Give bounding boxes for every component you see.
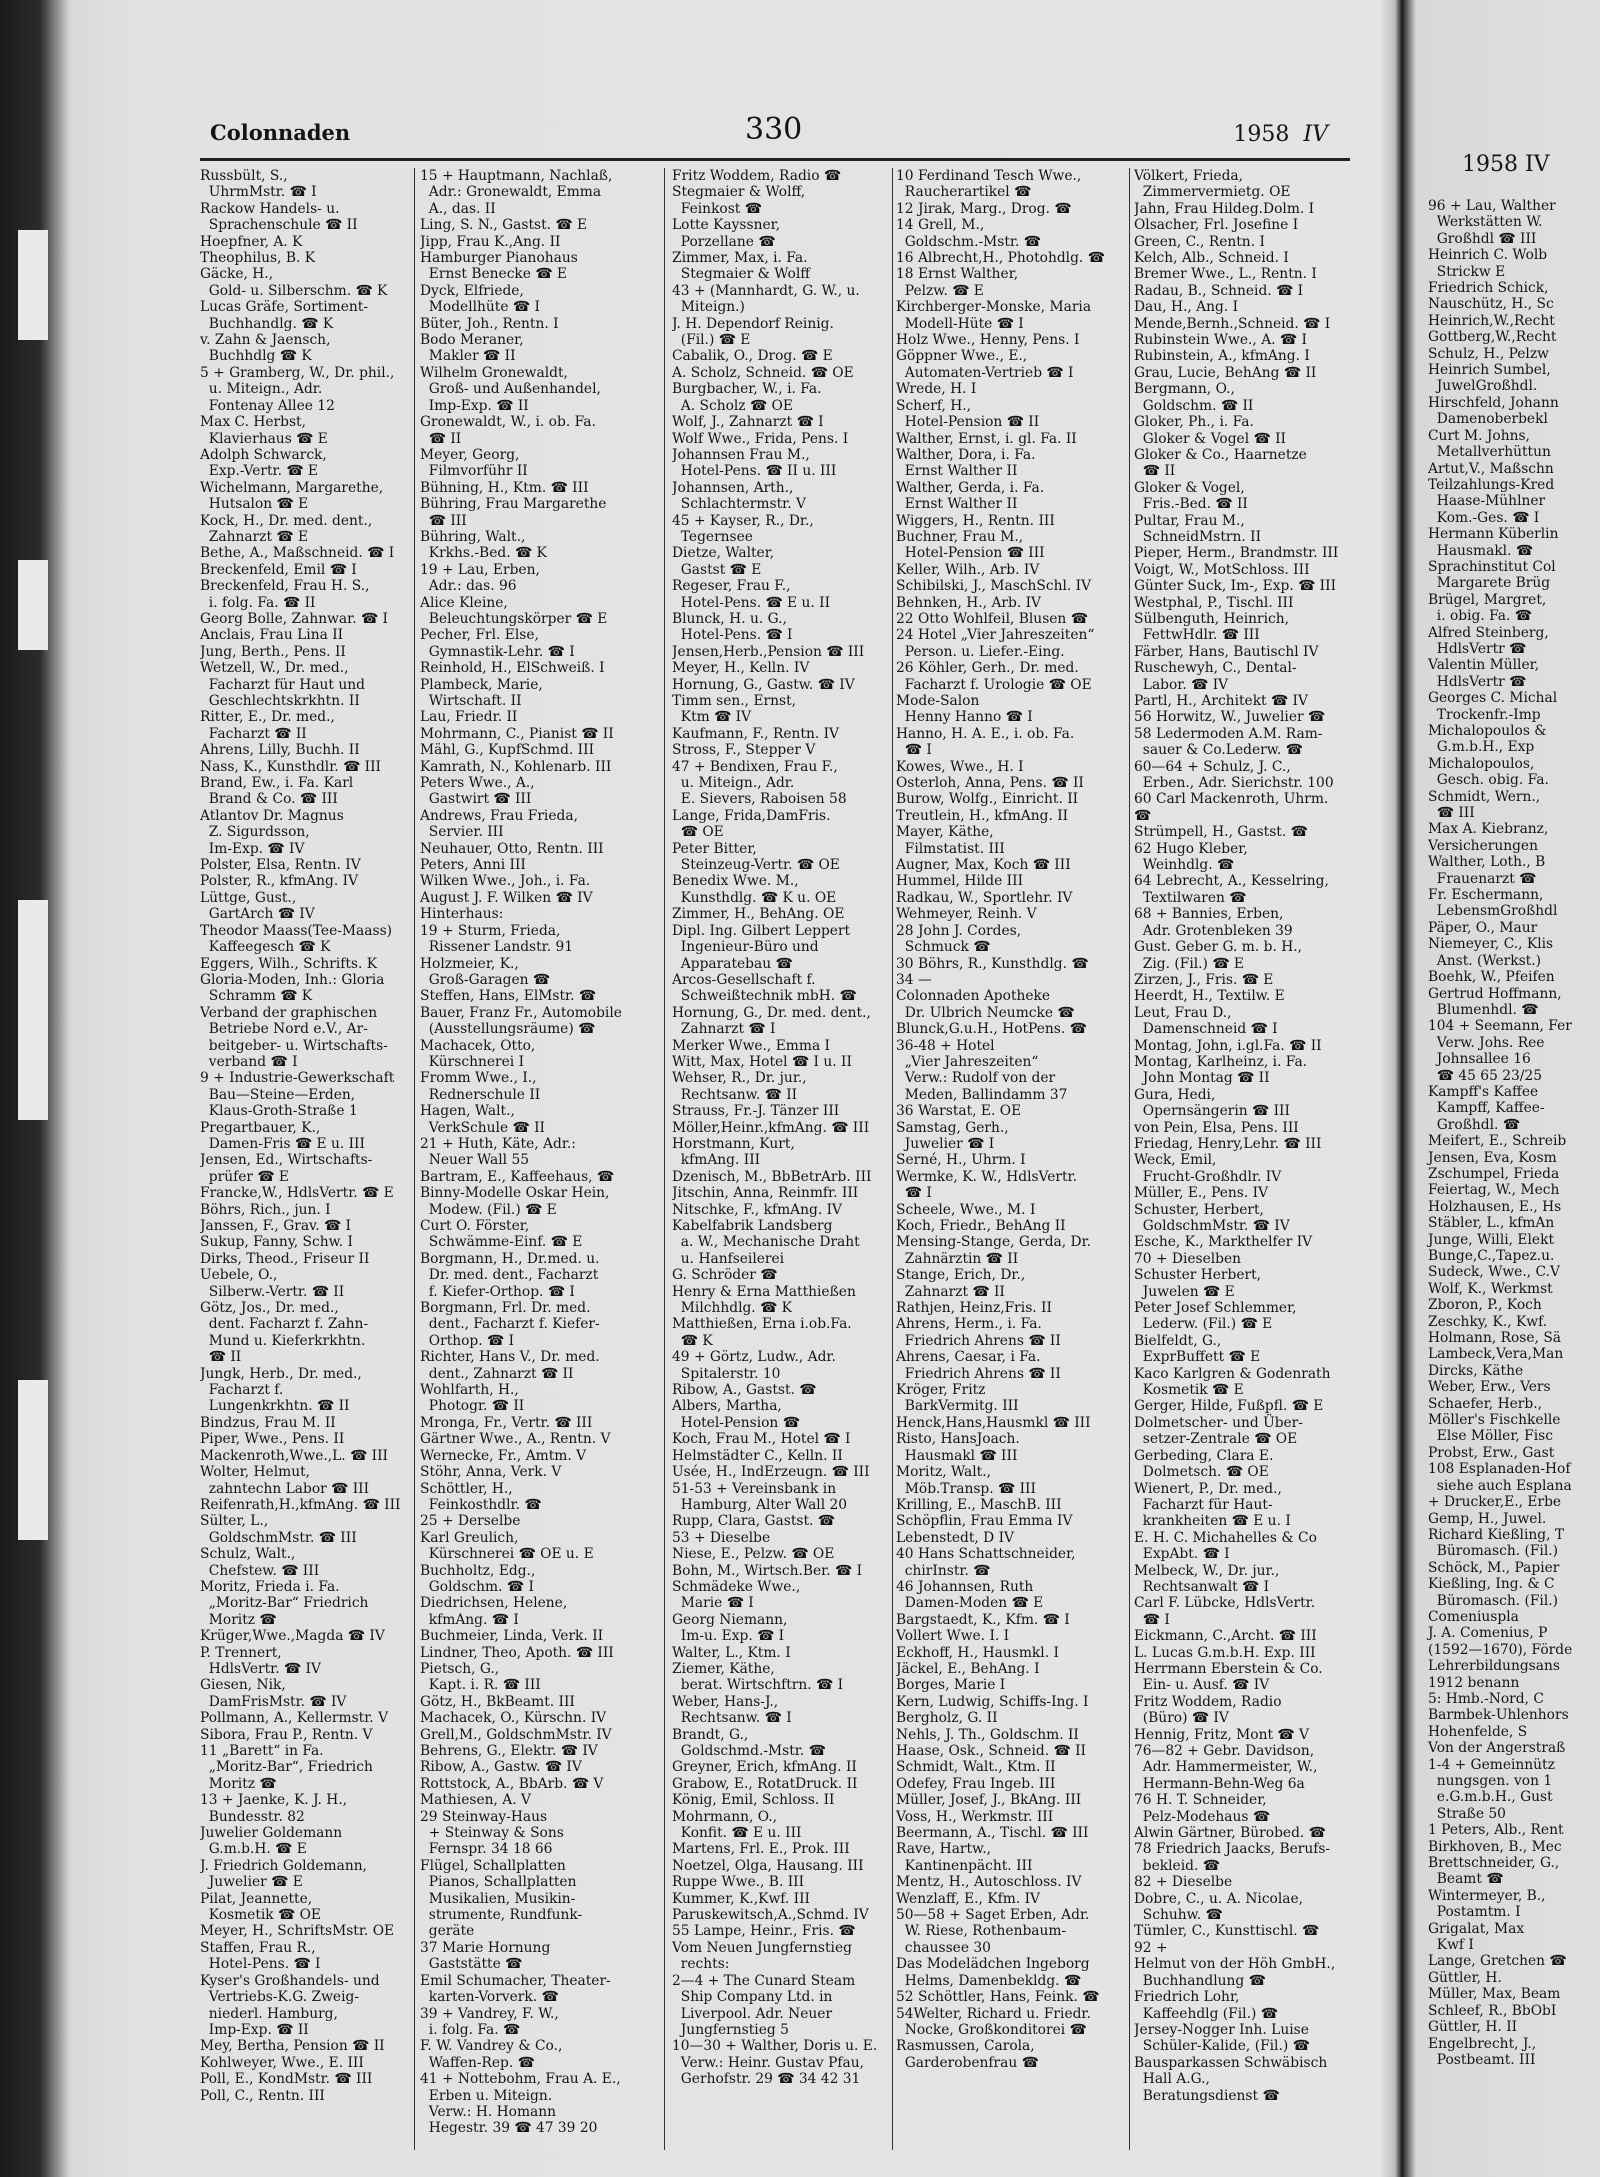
spine-edge-mark [18,560,48,650]
directory-columns [200,168,1350,2150]
column-divider [892,168,893,2150]
column-divider [1129,168,1130,2150]
spine-edge-mark [18,1380,48,1540]
right-page-edge [1420,90,1600,2150]
directory-column-2: 15 + Hauptmann, Nachlaß, Adr.: Gronewaldt, Emma A., das. II Ling, S. N., Gastst. ☎ E Jipp, Frau K.,Ang. II Hamburger Pianohaus Ernst Benecke ☎ E Dyck, Elfriede, Modellhüte ☎ I Büter, Joh., Rentn. I Bodo Meraner, Makler ☎ II Wilhelm Gronewaldt, Groß- und Außenhandel, Imp-Exp. ☎ II Gronewaldt, W., i. ob. Fa. ☎ II Meyer, Georg, Filmvorführ II Bühning, H., Ktm. ☎ III Bühring, Frau Margarethe ☎ III Bühring, Walt., Krkhs.-Bed. ☎ K 19 + Lau, Erben, Adr.: das. 96 Alice Kleine, Beleuchtungskörper ☎ E Pecher, Frl. Else, Gymnastik-Lehr. ☎ I Reinhold, H., ElSchweiß. I Plambeck, Marie, Wirtschaft. II Lau, Friedr. II Mohrmann, C., Pianist ☎ II Mähl, G., KupfSchmd. III Kamrath, N., Kohlenarb. III Peters Wwe., A., Gastwirt ☎ III Andrews, Frau Frieda, Servier. III Neuhauer, Otto, Rentn. III Peters, Anni III Wilken Wwe., Joh., i. Fa. August J. F. Wilken ☎ IV Hinterhaus: 19 + Sturm, Frieda, Rissener Landstr. 91 Holzmeier, K., Groß-Garagen ☎ Steffen, Hans, ElMstr. ☎ Bauer, Franz Fr., Automobile (Ausstellungsräume) ☎ Machacek, Otto, Kürschnerei I Fromm Wwe., I., Rednerschule II Hagen, Walt., VerkSchule ☎ II 21 + Huth, Käte, Adr.: Neuer Wall 55 Bartram, E., Kaffeehaus, ☎ Binny-Modelle Oskar Hein, Modew. (Fil.) ☎ E Curt O. Förster, Schwämme-Einf. ☎ E Borgmann, H., Dr.med. u. Dr. med. dent., Facharzt f. Kiefer-Orthop. ☎ I Borgmann, Frl. Dr. med. dent., Facharzt f. Kiefer- Orthop. ☎ I Richter, Hans V., Dr. med. dent., Zahnarzt ☎ II Wohlfarth, H., Photogr. ☎ II Mronga, Fr., Vertr. ☎ III Gärtner Wwe., A., Rentn. V Wernecke, Fr., Amtm. V Stöhr, Anna, Verk. V Schöttler, H., Feinkosthdlr. ☎ 25 + Derselbe Karl Greulich, Kürschnerei ☎ OE u. E Buchholtz, Edg., Goldschm. ☎ I Diedrichsen, Helene, kfmAng. ☎ I Buchmeier, Linda, Verk. II Lindner, Theo, Apoth. ☎ III Pietsch, G., Kapt. i. R. ☎ III Götz, H., BkBeamt. III Machacek, O., Kürschn. IV Grell,M., GoldschmMstr. IV Behrens, G., Elektr. ☎ IV Ribow, A., Gastw. ☎ IV Rottstock, A., BbArb. ☎ V Mathiesen, A. V 29 Steinway-Haus + Steinway & Sons Fernspr. 34 18 66 Flügel, Schallplatten Pianos, Schallplatten Musikalien, Musikin- strumente, Rundfunk- geräte 37 Marie Hornung Gaststätte ☎ Emil Schumacher, Theater- karten-Vorverk. ☎ 39 + Vandrey, F. W., i. folg. Fa. ☎ F. W. Vandrey & Co., Waffen-Rep. ☎ 41 + Nottebohm, Frau A. E., Erben u. Miteign. Verw.: H. Homann Hegestr. 39 ☎ 47 39 20 [420,168,622,2137]
spine-edge-mark [18,900,48,1120]
page-header [200,112,1350,161]
volume: IV [1303,122,1328,147]
year: 1958 [1233,122,1290,147]
street-title: Colonnaden [210,120,351,145]
right-page-column: 96 + Lau, Walther Werkstätten W. Großhdl ☎ III Heinrich C. Wolb Strickw E Friedrich Schick, Nauschütz, H., Sc Heinrich,W.,Recht Gottberg,W.,Recht Schulz, H., Pelzw Heinrich Sumbel, JuwelGroßhdl. Hirschfeld, Johann Damenoberbekl Curt M. Johns, Metallverhüttun Artut,V., Maßschn Teilzahlungs-Kred Haase-Mühlner Kom.-Ges. ☎ I Hermann Küberlin Hausmakl. ☎ Sprachinstitut Col Margarete Brüg Brügel, Margret, i. obig. Fa. ☎ Alfred Steinberg, HdlsVertr ☎ Valentin Müller, HdlsVertr ☎ Georges C. Michal Trockenfr.-Imp Michalopoulos & G.m.b.H., Exp Michalopoulos, Gesch. obig. Fa. Schmidt, Wern., ☎ III Max A. Kiebranz, Versicherungen Walther, Loth., B Frauenarzt ☎ Fr. Eschermann, LebensmGroßhdl Päper, O., Maur Niemeyer, C., Klis Anst. (Werkst.) Boehk, W., Pfeifen Gertrud Hoffmann, Blumenhdl. ☎ 104 + Seemann, Fer Verw. Johs. Ree Johnsallee 16 ☎ 45 65 23/25 Kampff's Kaffee Kampff, Kaffee- Großhdl. ☎ Meifert, E., Schreib Jensen, Eva, Kosm Zschumpel, Frieda Feiertag, W., Mech Holzhausen, E., Hs Stäbler, L., kfmAn Junge, Willi, Elekt Bunge,C.,Tapez.u. Sudeck, Wwe., C.V Wolf, K., Werkmst Zboron, P., Koch Zeschky, K., Kwf. Holmann, Rose, Sä Lambeck,Vera,Man Dircks, Käthe Weber, Erw., Vers Schaefer, Herb., Möller's Fischkelle Else Möller, Fisc Probst, Erw., Gast 108 Esplanaden-Hof siehe auch Esplana + Drucker,E., Erbe Gemp, H., Juwel. Richard Kießling, T Büromasch. (Fil.) Schöck, M., Papier Kießling, Ing. & C Büromasch. (Fil.) Comeniuspla J. A. Comenius, P (1592—1670), Förde Lehrerbildungsans 1912 benann 5: Hmb.-Nord, C Barmbek-Uhlenhors Hohenfelde, S Von der Angerstraß 1-4 + Gemeinnütz nungsgen. von 1 e.G.m.b.H., Gust Straße 50 1 Peters, Alb., Rent Birkhoven, B., Mec Brettschneider, G., Beamt ☎ Wintermeyer, B., Postamtm. I Grigalat, Max Kwf I Lange, Gretchen ☎ Güttler, H. Müller, Max, Beam Schleef, R., BbObI Güttler, H. II Engelbrecht, J., Postbeamt. III [1428,198,1573,2068]
directory-column-4: 10 Ferdinand Tesch Wwe., Raucherartikel ☎ 12 Jirak, Marg., Drog. ☎ 14 Grell, M., Goldschm.-Mstr. ☎ 16 Albrecht,H., Photohdlg. ☎ 18 Ernst Walther, Pelzw. ☎ E Kirchberger-Monske, Maria Modell-Hüte ☎ I Holz Wwe., Henny, Pens. I Göppner Wwe., E., Automaten-Vertrieb ☎ I Wrede, H. I Scherf, H., Hotel-Pension ☎ II Walther, Ernst, i. gl. Fa. II Walther, Dora, i. Fa. Ernst Walther II Walther, Gerda, i. Fa. Ernst Walther II Wiggers, H., Rentn. III Buchner, Frau M., Hotel-Pension ☎ III Keller, Wilh., Arb. IV Schibilski, J., MaschSchl. IV Behnken, H., Arb. IV 22 Otto Wohlfeil, Blusen ☎ 24 Hotel „Vier Jahreszeiten“ Person. u. Liefer.-Eing. 26 Köhler, Gerh., Dr. med. Facharzt f. Urologie ☎ OE Mode-Salon Henny Hanno ☎ I Hanno, H. A. E., i. ob. Fa. ☎ I Kowes, Wwe., H. I Osterloh, Anna, Pens. ☎ II Burow, Wolfg., Einricht. II Treutlein, H., kfmAng. II Mayer, Käthe, Filmstatist. III Augner, Max, Koch ☎ III Hummel, Hilde III Radkau, W., Sportlehr. IV Wehmeyer, Reinh. V 28 John J. Cordes, Schmuck ☎ 30 Böhrs, R., Kunsthdlg. ☎ 34 — Colonnaden Apotheke Dr. Ulbrich Neumcke ☎ Blunck,G.u.H., HotPens. ☎ 36-48 + Hotel „Vier Jahreszeiten“ Verw.: Rudolf von der Meden, Ballindamm 37 36 Warstat, E. OE Samstag, Gerh., Juwelier ☎ I Serné, H., Uhrm. I Wermke, K. W., HdlsVertr. ☎ I Scheele, Wwe., M. I Koch, Friedr., BehAng II Mensing-Stange, Gerda, Dr. Zahnärztin ☎ II Stange, Erich, Dr., Zahnarzt ☎ II Rathjen, Heinz,Fris. II Ahrens, Herm., i. Fa. Friedrich Ahrens ☎ II Ahrens, Caesar, i Fa. Friedrich Ahrens ☎ II Kröger, Fritz BarkVermitg. III Henck,Hans,Hausmkl ☎ III Risto, HansJoach. Hausmakl ☎ III Moritz, Walt., Möb.Transp. ☎ III Krilling, E., MaschB. III Schöpflin, Frau Emma IV Lebenstedt, D IV 40 Hans Schattschneider, chirInstr. ☎ 46 Johannsen, Ruth Damen-Moden ☎ E Bargstaedt, K., Kfm. ☎ I Vollert Wwe. I. I Eckhoff, H., Hausmkl. I Jäckel, E., BehAng. I Borges, Marie I Kern, Ludwig, Schiffs-Ing. I Bergholz, G. II Nehls, J. Th., Goldschm. II Haase, Osk., Schneid. ☎ II Schmidt, Walt., Ktm. II Odefey, Frau Ingeb. III Müller, Josef, J., BkAng. III Voss, H., Werkmstr. III Beermann, A., Tischl. ☎ III Rave, Hartw., Kantinenpächt. III Mentz, H., Autoschloss. IV Wenzlaff, E., Kfm. IV 50—58 + Saget Erben, Adr. W. Riese, Rothenbaum- chaussee 30 Das Modelädchen Ingeborg Helms, Damenbekldg. ☎ 52 Schöttler, Hans, Feink. ☎ 54Welter, Richard u. Friedr. Nocke, Großkonditorei ☎ Rasmussen, Carola, Garderobenfrau ☎ [896,168,1105,2071]
page-number: 330 [745,112,803,147]
directory-column-5: Völkert, Frieda, Zimmervermietg. OE Jahn, Frau Hildeg.Dolm. I Olsacher, Frl. Josefine I Green, C., Rentn. I Kelch, Alb., Schneid. I Bremer Wwe., L., Rentn. I Radau, B., Schneid. ☎ I Dau, H., Ang. I Mende,Bernh.,Schneid. ☎ I Rubinstein Wwe., A. ☎ I Rubinstein, A., kfmAng. I Grau, Lucie, BehAng ☎ II Bergmann, O., Goldschm. ☎ II Gloker, Ph., i. Fa. Gloker & Vogel ☎ II Gloker & Co., Haarnetze ☎ II Gloker & Vogel, Fris.-Bed. ☎ II Pultar, Frau M., SchneidMstrn. II Pieper, Herm., Brandmstr. III Voigt, W., MotSchloss. III Günter Suck, Im-, Exp. ☎ III Westphal, P., Tischl. III Sülbenguth, Heinrich, FettwHdlr. ☎ III Färber, Hans, Bautischl IV Ruschewyh, C., Dental- Labor. ☎ IV Partl, H., Architekt ☎ IV 56 Horwitz, W., Juwelier ☎ 58 Ledermoden A.M. Ram- sauer & Co.Lederw. ☎ 60—64 + Schulz, J. C., Erben., Adr. Sierichstr. 100 60 Carl Mackenroth, Uhrm. ☎ Strümpell, H., Gastst. ☎ 62 Hugo Kleber, Weinhdlg. ☎ 64 Lebrecht, A., Kesselring, Textilwaren ☎ 68 + Bannies, Erben, Adr. Grotenbleken 39 Gust. Geber G. m. b. H., Zig. (Fil.) ☎ E Zirzen, J., Fris. ☎ E Heerdt, H., Textilw. E Leut, Frau D., Damenschneid ☎ I Montag, John, i.gl.Fa. ☎ II Montag, Karlheinz, i. Fa. John Montag ☎ II Gura, Hedi, Opernsängerin ☎ III von Pein, Elsa, Pens. III Friedag, Henry,Lehr. ☎ III Weck, Emil, Frucht-Großhdlr. IV Müller, E., Pens. IV Schuster, Herbert, GoldschmMstr. ☎ IV Esche, K., Markthelfer IV 70 + Dieselben Schuster Herbert, Juwelen ☎ E Peter Josef Schlemmer, Lederw. (Fil.) ☎ E Bielfeldt, G., ExprBuffett ☎ E Kaco Karlgren & Godenrath Kosmetik ☎ E Gerger, Hilde, Fußpfl. ☎ E Dolmetscher- und Über- setzer-Zentrale ☎ OE Gerbeding, Clara E. Dolmetsch. ☎ OE Wienert, P., Dr. med., Facharzt für Haut- krankheiten ☎ E u. I E. H. C. Michahelles & Co ExpAbt. ☎ I Melbeck, W., Dr. jur., Rechtsanwalt ☎ I Carl F. Lübcke, HdlsVertr. ☎ I Eickmann, C.,Archt. ☎ III L. Lucas G.m.b.H. Exp. III Herrmann Eberstein & Co. Ein- u. Ausf. ☎ IV Fritz Woddem, Radio (Büro) ☎ IV Hennig, Fritz, Mont ☎ V 76—82 + Gebr. Davidson, Adr. Hammermeister, W., Hermann-Behn-Weg 6a 76 H. T. Schneider, Pelz-Modehaus ☎ Alwin Gärtner, Bürobed. ☎ 78 Friedrich Jaacks, Berufs- bekleid. ☎ 82 + Dieselbe Dobre, C., u. A. Nicolae, Schuhw. ☎ Tümler, C., Kunsttischl. ☎ 92 + Helmut von der Höh GmbH., Buchhandlung ☎ Friedrich Lohr, Kaffeehdlg (Fil.) ☎ Jersey-Nogger Inh. Luise Schüler-Kalide, (Fil.) ☎ Bausparkassen Schwäbisch Hall A.G., Beratungsdienst ☎ [1134,168,1339,2104]
left-page [200,90,1350,2150]
directory-column-3: Fritz Woddem, Radio ☎ Stegmaier & Wolff, Feinkost ☎ Lotte Kayssner, Porzellane ☎ Zimmer, Max, i. Fa. Stegmaier & Wolff 43 + (Mannhardt, G. W., u. Miteign.) J. H. Dependorf Reinig. (Fil.) ☎ E Cabalik, O., Drog. ☎ E A. Scholz, Schneid. ☎ OE Burgbacher, W., i. Fa. A. Scholz ☎ OE Wolf, J., Zahnarzt ☎ I Wolf Wwe., Frida, Pens. I Johannsen Frau M., Hotel-Pens. ☎ II u. III Johannsen, Arth., Schlachtermstr. V 45 + Kayser, R., Dr., Tegernsee Dietze, Walter, Gastst ☎ E Regeser, Frau F., Hotel-Pens. ☎ E u. II Blunck, H. u. G., Hotel-Pens. ☎ I Jensen,Herb.,Pension ☎ III Meyer, H., Kelln. IV Hornung, G., Gastw. ☎ IV Timm sen., Ernst, Ktm ☎ IV Kaufmann, F., Rentn. IV Stross, F., Stepper V 47 + Bendixen, Frau F., u. Miteign., Adr. E. Sievers, Raboisen 58 Lange, Frida,DamFris. ☎ OE Peter Bitter, Steinzeug-Vertr. ☎ OE Benedix Wwe. M., Kunsthdlg. ☎ K u. OE Zimmer, H., BehAng. OE Dipl. Ing. Gilbert Leppert Ingenieur-Büro und Apparatebau ☎ Arcos-Gesellschaft f. Schweißtechnik mbH. ☎ Hornung, G., Dr. med. dent., Zahnarzt ☎ I Merker Wwe., Emma I Witt, Max, Hotel ☎ I u. II Wehser, R., Dr. jur., Rechtsanw. ☎ II Strauss, Fr.-J. Tänzer III Möller,Heinr.,kfmAng. ☎ III Horstmann, Kurt, kfmAng. III Dzenisch, M., BbBetrArb. III Jitschin, Anna, Reinmfr. III Nitschke, F., kfmAng. IV Kabelfabrik Landsberg a. W., Mechanische Draht u. Hanfseilerei G. Schröder ☎ Henry & Erna Matthießen Milchhdlg. ☎ K Matthießen, Erna i.ob.Fa. ☎ K 49 + Görtz, Ludw., Adr. Spitalerstr. 10 Ribow, A., Gastst. ☎ Albers, Martha, Hotel-Pension ☎ Koch, Frau M., Hotel ☎ I Helmstädter C., Kelln. II Usée, H., IndErzeugn. ☎ III 51-53 + Vereinsbank in Hamburg, Alter Wall 20 Rupp, Clara, Gastst. ☎ 53 + Dieselbe Niese, E., Pelzw. ☎ OE Bohn, M., Wirtsch.Ber. ☎ I Schmädeke Wwe., Marie ☎ I Georg Niemann, Im-u. Exp. ☎ I Walter, L., Ktm. I Ziemer, Käthe, berat. Wirtschftrn. ☎ I Weber, Hans-J., Rechtsanw. ☎ I Brandt, G., Goldschmd.-Mstr. ☎ Greyner, Erich, kfmAng. II Grabow, E., RotatDruck. II König, Emil, Schloss. II Mohrmann, O., Konfit. ☎ E u. III Martens, Frl. E., Prok. III Noetzel, Olga, Hausang. III Ruppe Wwe., B. III Kummer, K.,Kwf. III Paruskewitsch,A.,Schmd. IV 55 Lampe, Heinr., Fris. ☎ Vom Neuen Jungfernstieg rechts: 2—4 + The Cunard Steam Ship Company Ltd. in Liverpool. Adr. Neuer Jungfernstieg 5 10—30 + Walther, Doris u. E. Verw.: Heinr. Gustav Pfau, Gerhofstr. 29 ☎ 34 42 31 [672,168,878,2088]
spine-edge-mark [18,230,48,340]
column-divider [664,168,665,2150]
directory-column-1: Russbült, S., UhrmMstr. ☎ I Rackow Handels- u. Sprachenschule ☎ II Hoepfner, A. K Theophilus, B. K Gäcke, H., Gold- u. Silberschm. ☎ K Lucas Gräfe, Sortiment- Buchhandlg. ☎ K v. Zahn & Jaensch, Buchhdlg ☎ K 5 + Gramberg, W., Dr. phil., u. Miteign., Adr. Fontenay Allee 12 Max C. Herbst, Klavierhaus ☎ E Adolph Schwarck, Exp.-Vertr. ☎ E Wichelmann, Margarethe, Hutsalon ☎ E Kock, H., Dr. med. dent., Zahnarzt ☎ E Bethe, A., Maßschneid. ☎ I Breckenfeld, Emil ☎ I Breckenfeld, Frau H. S., i. folg. Fa. ☎ II Georg Bolle, Zahnwar. ☎ I Anclais, Frau Lina II Jung, Berth., Pens. II Wetzell, W., Dr. med., Facharzt für Haut und Geschlechtskrkhtn. II Ritter, E., Dr. med., Facharzt ☎ II Ahrens, Lilly, Buchh. II Nass, K., Kunsthdlr. ☎ III Brand, Ew., i. Fa. Karl Brand & Co. ☎ III Atlantov Dr. Magnus Z. Sigurdsson, Im-Exp. ☎ IV Polster, Elsa, Rentn. IV Polster, R., kfmAng. IV Lüttge, Gust., GartArch ☎ IV Theodor Maass(Tee-Maass) Kaffeegesch ☎ K Eggers, Wilh., Schrifts. K Gloria-Moden, Inh.: Gloria Schramm ☎ K Verband der graphischen Betriebe Nord e.V., Ar- beitgeber- u. Wirtschafts- verband ☎ I 9 + Industrie-Gewerkschaft Bau—Steine—Erden, Klaus-Groth-Straße 1 Pregartbauer, K., Damen-Fris ☎ E u. III Jensen, Ed., Wirtschafts- prüfer ☎ E Francke,W., HdlsVertr. ☎ E Böhrs, Rich., jun. I Janssen, F., Grav. ☎ I Sukup, Fanny, Schw. I Dirks, Theod., Friseur II Uebele, O., Silberw.-Vertr. ☎ II Götz, Jos., Dr. med., dent. Facharzt f. Zahn- Mund u. Kieferkrkhtn. ☎ II Jungk, Herb., Dr. med., Facharzt f. Lungenkrkhtn. ☎ II Bindzus, Frau M. II Piper, Wwe., Pens. II Mackenroth,Wwe.,L. ☎ III Wolter, Helmut, zahntechn Labor ☎ III Reifenrath,H.,kfmAng. ☎ III Sülter, L., GoldschmMstr. ☎ III Schulz, Walt., Chefstew. ☎ III Moritz, Frieda i. Fa. „Moritz-Bar“ Friedrich Moritz ☎ Krüger,Wwe.,Magda ☎ IV P. Trennert, HdlsVertr. ☎ IV Giesen, Nik, DamFrisMstr. ☎ IV Pollmann, A., Kellermstr. V Sibora, Frau P., Rentn. V 11 „Barett“ in Fa. „Moritz-Bar“, Friedrich Moritz ☎ 13 + Jaenke, K. J. H., Bundesstr. 82 Juwelier Goldemann G.m.b.H. ☎ E J. Friedrich Goldemann, Juwelier ☎ E Pilat, Jeannette, Kosmetik ☎ OE Meyer, H., SchriftsMstr. OE Staffen, Frau R., Hotel-Pens. ☎ I Kyser's Großhandels- und Vertriebs-K.G. Zweig- niederl. Hamburg, Imp-Exp. ☎ II Mey, Bertha, Pension ☎ II Kohlweyer, Wwe., E. III Poll, E., KondMstr. ☎ III Poll, C., Rentn. III [200,168,401,2104]
right-page-year: 1958 IV [1462,152,1550,177]
year-volume [1233,122,1328,147]
column-divider [414,168,415,2150]
